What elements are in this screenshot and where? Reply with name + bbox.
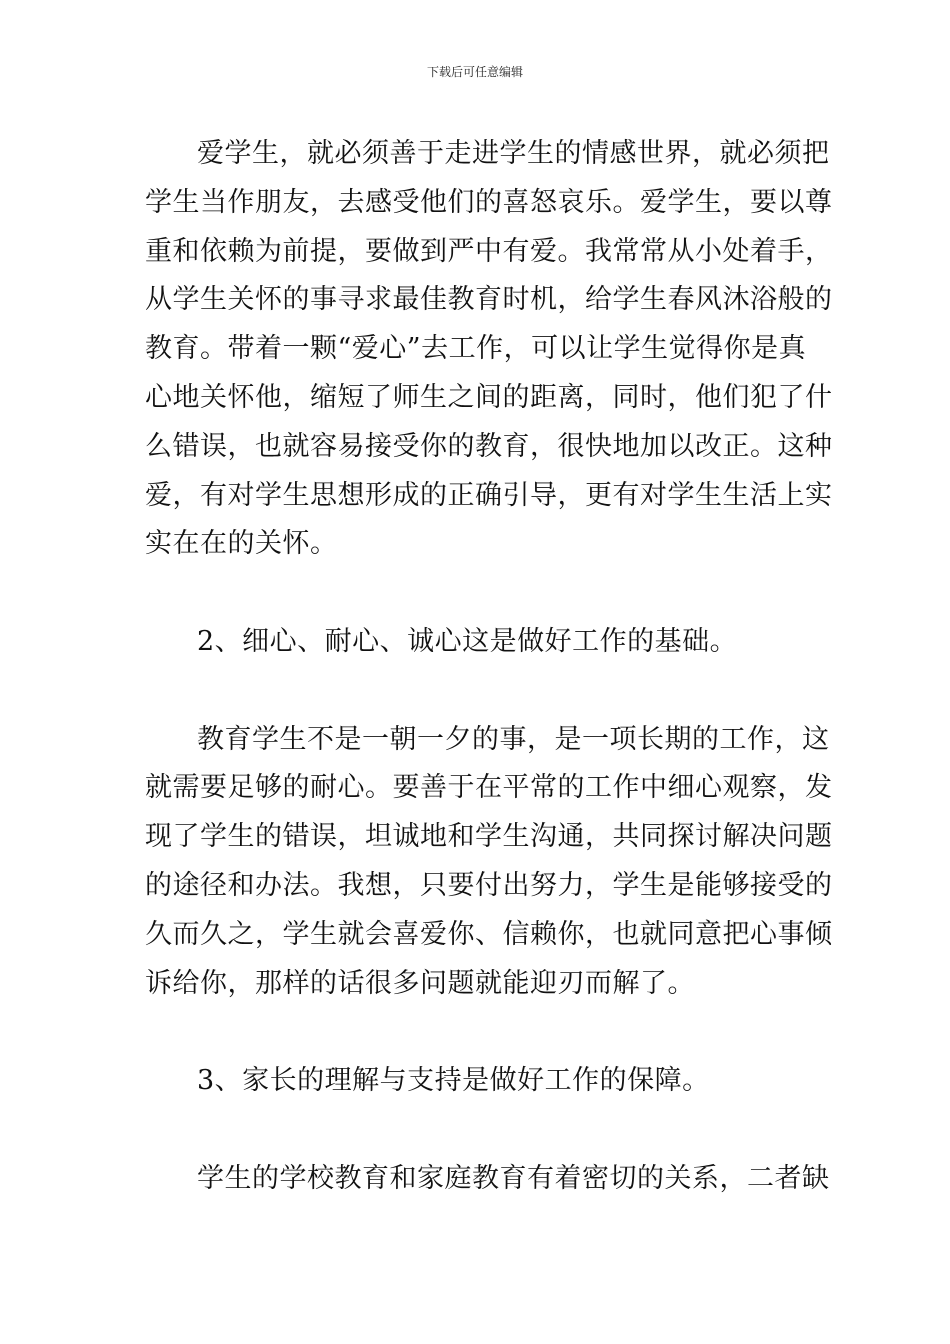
text-line: 爱，有对学生思想形成的正确引导，更有对学生生活上实 [145,479,833,511]
paragraph-spacer [145,1106,809,1155]
text-line: 久而久之，学生就会喜爱你、信赖你，也就同意把心事倾 [145,918,833,950]
paragraph-love-students [145,130,833,569]
text-line: 教育。带着一颗“爱心”去工作，可以让学生觉得你是真 [145,333,807,365]
section-heading-2 [145,618,809,667]
text-line: 学生当作朋友，去感受他们的喜怒哀乐。爱学生，要以尊 [145,186,833,218]
paragraph-spacer [145,667,809,716]
paragraph-spacer [145,1008,809,1057]
text-line: 的途径和办法。我想，只要付出努力，学生是能够接受的 [145,869,833,901]
text-line: 重和依赖为前提，要做到严中有爱。我常常从小处着手， [145,235,833,267]
text-line: 学生的学校教育和家庭教育有着密切的关系，二者缺 [197,1162,830,1194]
page-header: 下载后可任意编辑 [426,65,523,79]
text-line: 2、细心、耐心、诚心这是做好工作的基础。 [197,625,738,657]
text-line: 现了学生的错误，坦诚地和学生沟通，共同探讨解决问题 [145,821,833,853]
paragraph-spacer [145,569,809,618]
text-line: 就需要足够的耐心。要善于在平常的工作中细心观察，发 [145,772,833,804]
text-line: 3、家长的理解与支持是做好工作的保障。 [197,1065,710,1097]
section-heading-3 [145,1057,809,1106]
text-line: 爱学生，就必须善于走进学生的情感世界，就必须把 [197,138,830,169]
text-line: 么错误，也就容易接受你的教育，很快地加以改正。这种 [145,430,833,462]
text-line: 教育学生不是一朝一夕的事，是一项长期的工作，这 [197,723,830,755]
text-line: 心地关怀他，缩短了师生之间的距离，同时，他们犯了什 [145,381,833,413]
text-line: 诉给你，那样的话很多问题就能迎刃而解了。 [145,967,695,999]
document-body [145,130,833,1204]
text-line: 实在在的关怀。 [145,528,338,560]
text-line: 从学生关怀的事寻求最佳教育时机，给学生春风沐浴般的 [145,284,833,316]
paragraph-family [145,1155,830,1204]
paragraph-patience [145,716,833,1009]
